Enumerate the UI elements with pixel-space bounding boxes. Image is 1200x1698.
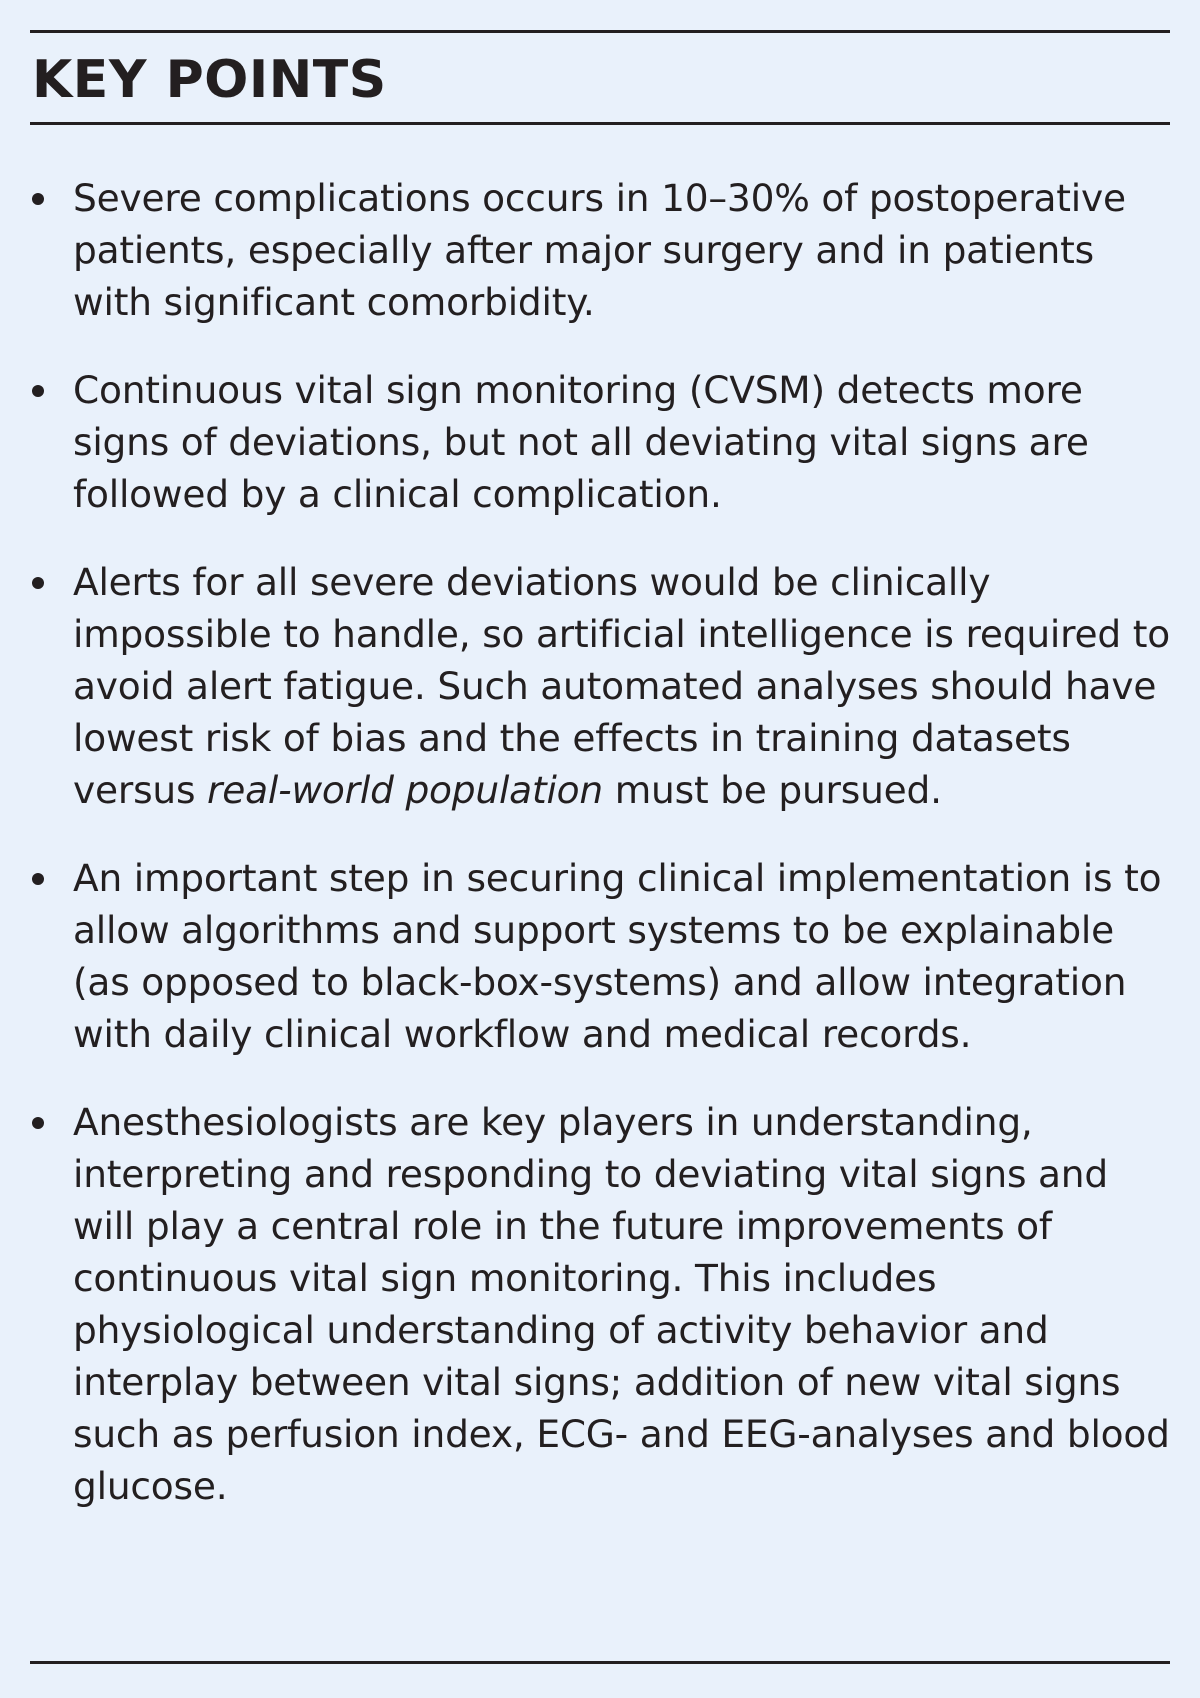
point-text: Anesthesiologists are key players in understanding, interpreting and responding to deviating vital signs and will play a central role in the future improvements of continuous vital sign monitoring. This includes physiological understanding of activity behavior and interplay between vital signs; addition of new vital signs such as perfusion index, ECG- and EEG-analyses and blood glucose. xyxy=(73,1100,1170,1508)
list-item xyxy=(30,556,1170,816)
bullet-icon xyxy=(32,873,44,885)
top-rule xyxy=(30,30,1170,33)
key-points-list xyxy=(30,172,1170,1512)
list-item xyxy=(30,364,1170,520)
bullet-icon xyxy=(32,193,44,205)
list-item xyxy=(30,1096,1170,1512)
page-title: KEY POINTS xyxy=(32,50,387,110)
point-text-before: Alerts for all severe deviations would be clinically impossible to handle, so artificial intelligence is required to avoid alert fatigue. Such automated analyses should have lowest risk of bias and the effects in training datasets versus xyxy=(73,560,1170,812)
key-points-list-container xyxy=(30,122,1170,1512)
point-text-after: must be pursued. xyxy=(603,768,942,812)
key-points-box xyxy=(30,30,1170,125)
list-item xyxy=(30,172,1170,328)
bullet-icon xyxy=(32,385,44,397)
point-text xyxy=(73,560,1170,812)
bullet-icon xyxy=(32,1117,44,1129)
list-item xyxy=(30,852,1170,1060)
point-text: Continuous vital sign monitoring (CVSM) detects more signs of deviations, but not all deviating vital signs are followed by a clinical complication. xyxy=(73,368,1089,516)
bullet-icon xyxy=(32,577,44,589)
bottom-rule xyxy=(30,1661,1170,1664)
point-text-italic: real-world population xyxy=(207,768,603,812)
point-text: Severe complications occurs in 10–30% of postoperative patients, especially after major surgery and in patients with significant comorbidity. xyxy=(73,176,1126,324)
point-text: An important step in securing clinical implementation is to allow algorithms and support systems to be explainable (as opposed to black-box-systems) and allow integration with daily clinical workflow and medical records. xyxy=(73,856,1162,1056)
